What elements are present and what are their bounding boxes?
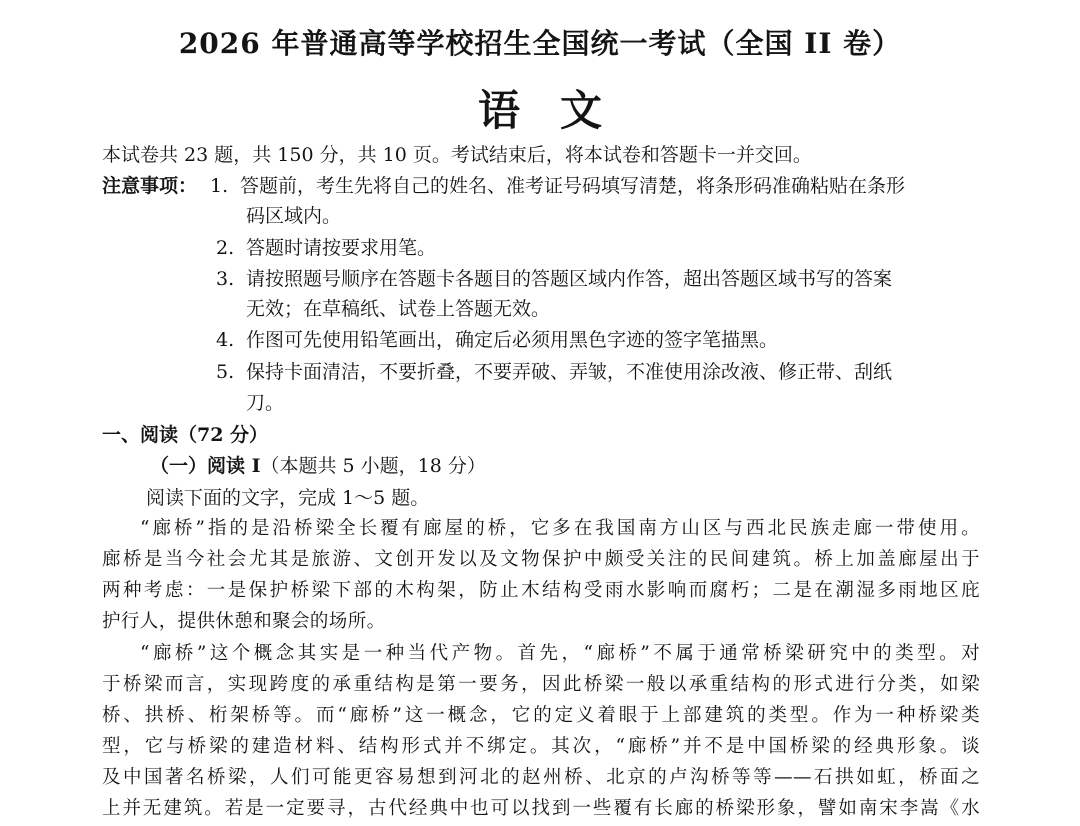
passage-line: 于桥梁而言，实现跨度的承重结构是第一要务，因此桥梁一般以承重结构的形式进行分类，如梁	[102, 674, 980, 695]
note-text: 作图可先使用铅笔画出，确定后必须用黑色字迹的签字笔描黑。	[246, 329, 779, 351]
reading-instruction: 阅读下面的文字，完成 1～5 题。	[146, 487, 430, 509]
passage-line: 上并无建筑。若是一定要寻，古代经典中也可以找到一些覆有长廊的桥梁形象，譬如南宋李嵩《水	[102, 798, 980, 819]
subsection-title: （一）阅读 I	[150, 455, 261, 477]
passage-line: 廊桥是当今社会尤其是旅游、文创开发以及文物保护中颇受关注的民间建筑。桥上加盖廊屋出于	[102, 549, 980, 570]
note-text: 答题时请按要求用笔。	[246, 237, 437, 259]
section-title: 一、阅读（72 分）	[102, 424, 269, 446]
note-number: 4.	[216, 329, 235, 351]
notes-label: 注意事项：	[102, 175, 198, 197]
passage-line: 及中国著名桥梁，人们可能更容易想到河北的赵州桥、北京的卢沟桥等等——石拱如虹，桥面之	[102, 767, 980, 788]
note-number: 3.	[216, 268, 235, 290]
note-item-1-cont: 码区域内。	[246, 205, 342, 227]
passage-line: 护行人，提供休憩和聚会的场所。	[102, 611, 386, 632]
subject-title: 语文	[477, 86, 642, 135]
note-text: 保持卡面清洁，不要折叠，不要弄破、弄皱，不准使用涂改液、修正带、刮纸	[246, 361, 893, 383]
passage-line: “廊桥”这个概念其实是一种当代产物。首先，“廊桥”不属于通常桥梁研究中的类型。对	[140, 643, 980, 664]
exam-intro: 本试卷共 23 题，共 150 分，共 10 页。考试结束后，将本试卷和答题卡一并交回。	[102, 144, 812, 166]
note-text: 请按照题号顺序在答题卡各题目的答题区域内作答，超出答题区域书写的答案	[246, 268, 893, 290]
note-number: 2.	[216, 237, 235, 259]
note-item-3-cont: 无效；在草稿纸、试卷上答题无效。	[246, 298, 551, 320]
passage-line: 两种考虑：一是保护桥梁下部的木构架，防止木结构受雨水影响而腐朽；二是在潮湿多雨地区庇	[102, 580, 980, 601]
passage-line: 桥、拱桥、桁架桥等。而“廊桥”这一概念，它的定义着眼于上部建筑的类型。作为一种桥梁类	[102, 705, 980, 726]
subsection-note: （本题共 5 小题，18 分）	[260, 455, 486, 477]
note-item-3	[216, 266, 892, 292]
note-text: 答题前，考生先将自己的姓名、准考证号码填写清楚，将条形码准确粘贴在条形	[240, 175, 906, 197]
note-number: 1.	[210, 175, 229, 197]
note-item-5	[216, 359, 892, 385]
exam-title: 2026 年普通高等学校招生全国统一考试（全国 II 卷）	[178, 27, 902, 60]
passage-line: 型，它与桥梁的建造材料、结构形式并不绑定。其次，“廊桥”并不是中国桥梁的经典形象。谈	[102, 736, 980, 757]
passage-line: “廊桥”指的是沿桥梁全长覆有廊屋的桥，它多在我国南方山区与西北民族走廊一带使用。	[140, 518, 980, 539]
note-item-1	[210, 173, 905, 199]
note-item-5-cont: 刀。	[246, 392, 285, 414]
note-number: 5.	[216, 361, 235, 383]
subsection-heading	[150, 453, 486, 479]
note-item-2	[216, 235, 436, 261]
note-item-4	[216, 327, 778, 353]
